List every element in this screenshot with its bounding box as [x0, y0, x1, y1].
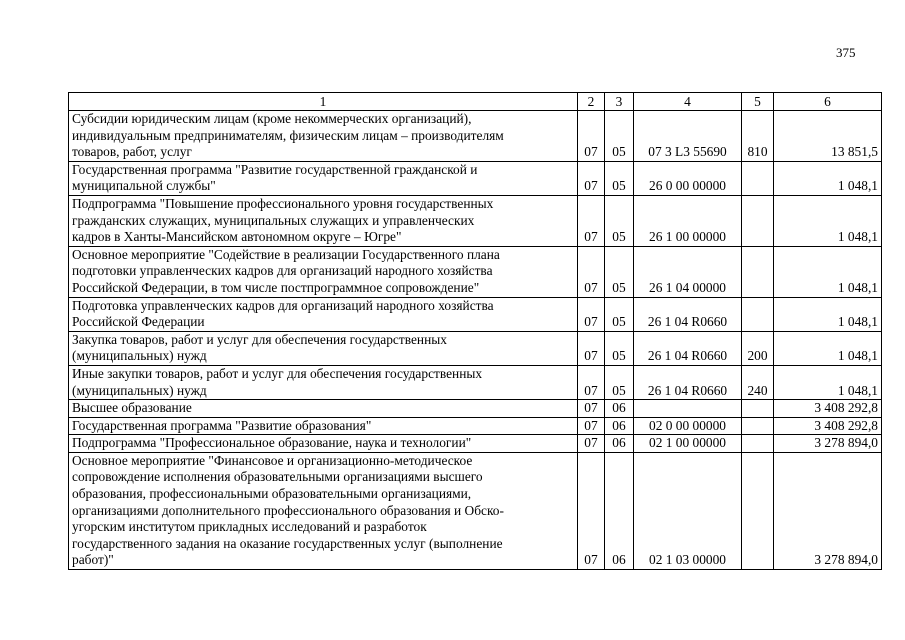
row-name: Подпрограмма "Профессиональное образование, наука и технологии" [69, 435, 578, 453]
row-section: 07 [578, 195, 605, 246]
row-target-article: 02 1 03 00000 [634, 452, 742, 569]
header-cell-2: 2 [578, 93, 605, 111]
table-row [69, 365, 882, 399]
page-number: 375 [836, 45, 856, 60]
header-cell-3: 3 [605, 93, 634, 111]
row-expense-type [742, 297, 774, 331]
row-section: 07 [578, 400, 605, 418]
row-target-article: 26 1 00 00000 [634, 195, 742, 246]
row-section: 07 [578, 452, 605, 569]
table-header-row [69, 93, 882, 111]
row-amount: 13 851,5 [774, 111, 882, 162]
row-name: Государственная программа "Развитие государственной гражданской и муниципальной службы" [69, 161, 578, 195]
row-expense-type [742, 400, 774, 418]
row-section: 07 [578, 435, 605, 453]
table-row [69, 246, 882, 297]
row-section: 07 [578, 365, 605, 399]
row-subsection: 05 [605, 365, 634, 399]
row-subsection: 05 [605, 246, 634, 297]
table-row [69, 161, 882, 195]
header-cell-6: 6 [774, 93, 882, 111]
row-expense-type: 810 [742, 111, 774, 162]
row-target-article: 07 3 L3 55690 [634, 111, 742, 162]
row-target-article: 26 1 04 R0660 [634, 331, 742, 365]
row-expense-type [742, 161, 774, 195]
row-expense-type [742, 417, 774, 435]
row-amount: 3 408 292,8 [774, 400, 882, 418]
row-target-article: 26 0 00 00000 [634, 161, 742, 195]
row-amount: 1 048,1 [774, 331, 882, 365]
row-name: Основное мероприятие "Содействие в реализации Государственного плана подготовки управленческих кадров для организаций народного хозяйства Российской Федерации, в том числе постпрограммное сопровождение" [69, 246, 578, 297]
row-amount: 3 278 894,0 [774, 435, 882, 453]
row-subsection: 06 [605, 435, 634, 453]
row-subsection: 06 [605, 417, 634, 435]
row-amount: 3 278 894,0 [774, 452, 882, 569]
row-name: Субсидии юридическим лицам (кроме некоммерческих организаций), индивидуальным предпринимателям, физическим лицам – производителям товаров, работ, услуг [69, 111, 578, 162]
header-cell-1: 1 [69, 93, 578, 111]
row-amount: 1 048,1 [774, 195, 882, 246]
row-expense-type: 200 [742, 331, 774, 365]
row-section: 07 [578, 417, 605, 435]
row-subsection: 05 [605, 331, 634, 365]
row-section: 07 [578, 331, 605, 365]
row-subsection: 06 [605, 452, 634, 569]
budget-table [68, 92, 882, 570]
row-expense-type: 240 [742, 365, 774, 399]
table-row [69, 331, 882, 365]
row-name: Закупка товаров, работ и услуг для обеспечения государственных (муниципальных) нужд [69, 331, 578, 365]
row-expense-type [742, 246, 774, 297]
row-subsection: 06 [605, 400, 634, 418]
row-name: Иные закупки товаров, работ и услуг для обеспечения государственных (муниципальных) нужд [69, 365, 578, 399]
header-cell-5: 5 [742, 93, 774, 111]
row-target-article: 02 1 00 00000 [634, 435, 742, 453]
row-name: Основное мероприятие "Финансовое и организационно-методическое сопровождение исполнения образовательными организациями высшего образования, профессиональными образовательными организациями, организациями дополнительного профессионального образования и Обско- угорским институтом прикладных исследований и разработок государственного задания на оказание государственных услуг (выполнение работ)" [69, 452, 578, 569]
row-subsection: 05 [605, 195, 634, 246]
row-name: Подпрограмма "Повышение профессионального уровня государственных гражданских служащих, муниципальных служащих и управленческих кадров в Ханты-Мансийском автономном округе – Югре" [69, 195, 578, 246]
row-expense-type [742, 452, 774, 569]
row-name: Подготовка управленческих кадров для организаций народного хозяйства Российской Федерации [69, 297, 578, 331]
row-target-article: 02 0 00 00000 [634, 417, 742, 435]
row-target-article: 26 1 04 00000 [634, 246, 742, 297]
row-amount: 3 408 292,8 [774, 417, 882, 435]
row-subsection: 05 [605, 297, 634, 331]
row-amount: 1 048,1 [774, 246, 882, 297]
table-row [69, 195, 882, 246]
header-cell-4: 4 [634, 93, 742, 111]
row-target-article: 26 1 04 R0660 [634, 365, 742, 399]
row-target-article [634, 400, 742, 418]
row-section: 07 [578, 161, 605, 195]
row-target-article: 26 1 04 R0660 [634, 297, 742, 331]
row-subsection: 05 [605, 161, 634, 195]
table-row [69, 297, 882, 331]
table-row [69, 111, 882, 162]
table-row [69, 452, 882, 569]
table-row [69, 417, 882, 435]
row-amount: 1 048,1 [774, 297, 882, 331]
row-amount: 1 048,1 [774, 161, 882, 195]
row-section: 07 [578, 246, 605, 297]
row-section: 07 [578, 111, 605, 162]
table-row [69, 400, 882, 418]
row-name: Государственная программа "Развитие образования" [69, 417, 578, 435]
row-subsection: 05 [605, 111, 634, 162]
row-expense-type [742, 435, 774, 453]
row-amount: 1 048,1 [774, 365, 882, 399]
row-name: Высшее образование [69, 400, 578, 418]
row-section: 07 [578, 297, 605, 331]
row-expense-type [742, 195, 774, 246]
table-row [69, 435, 882, 453]
